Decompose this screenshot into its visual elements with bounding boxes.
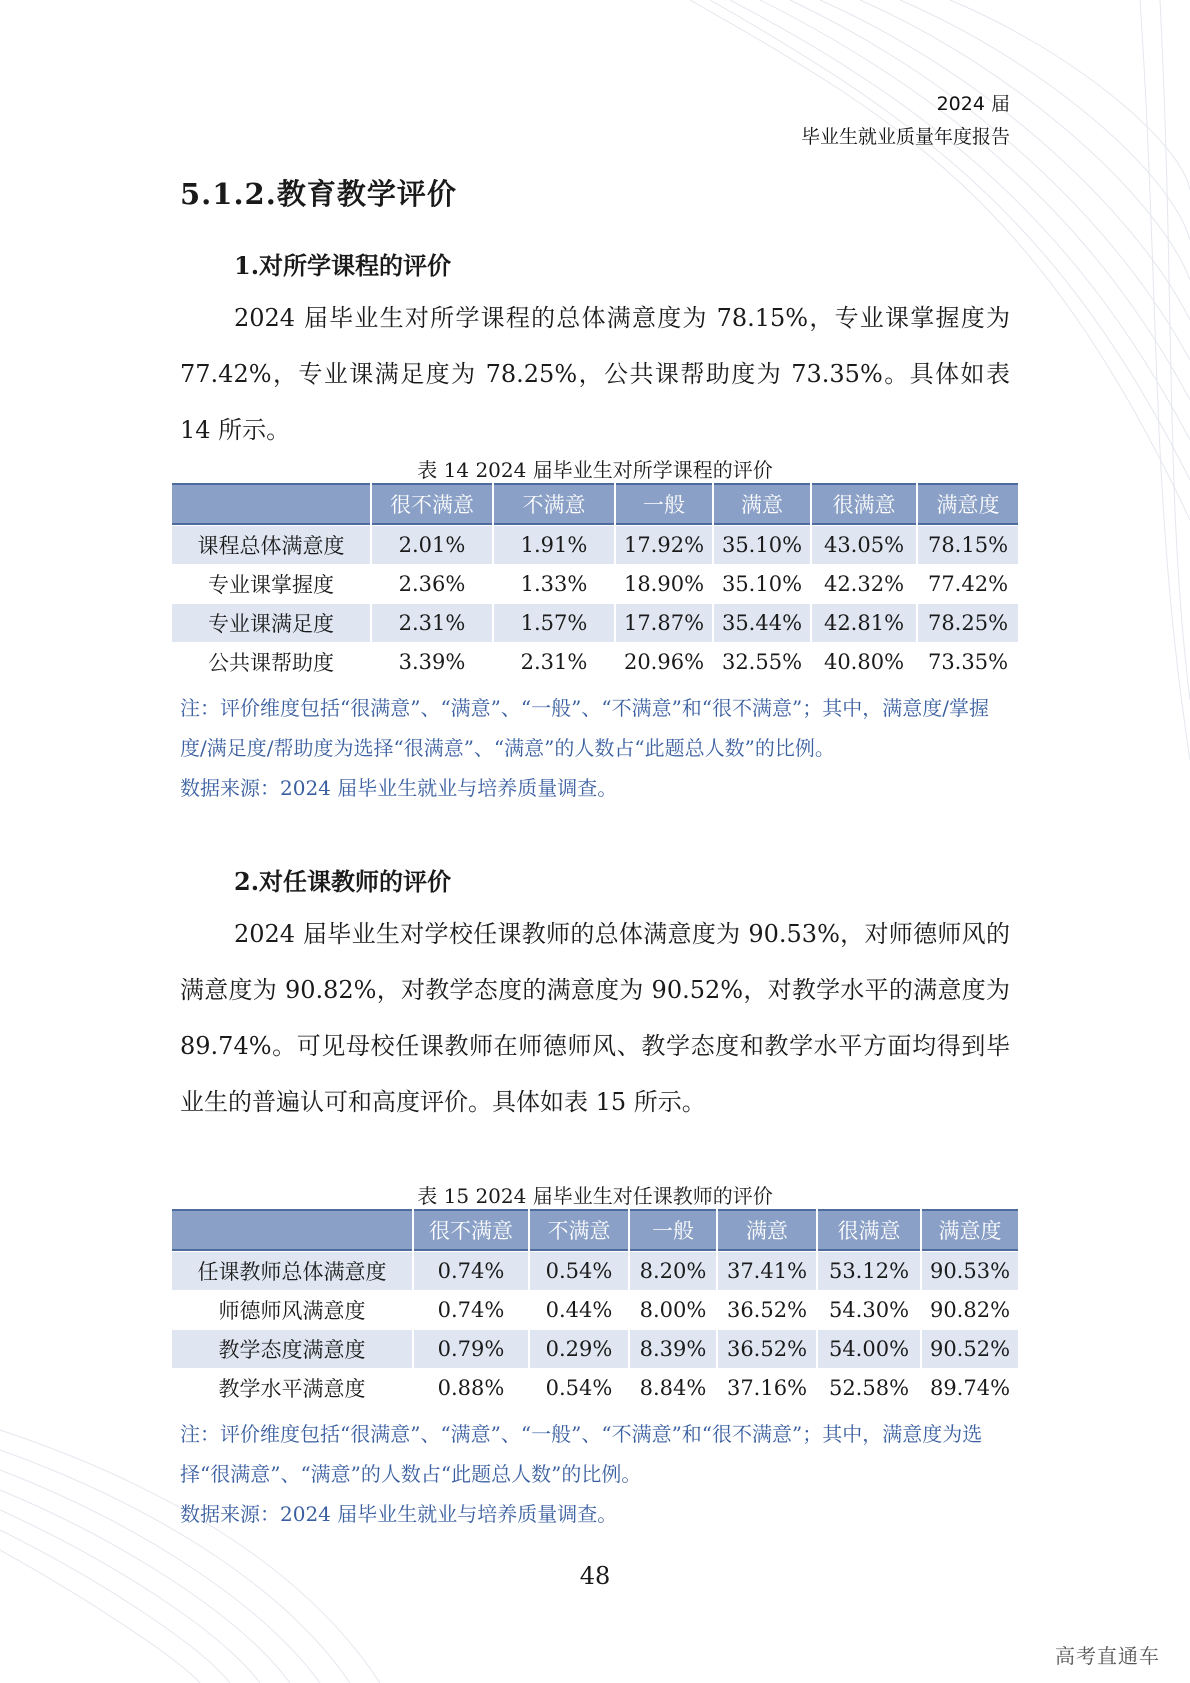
table-header-cell: 一般: [616, 483, 712, 525]
table-cell: 17.92%: [616, 525, 712, 564]
table-cell: 0.74%: [414, 1251, 528, 1290]
table-cell: 8.84%: [630, 1368, 716, 1407]
table-header-cell: 很不满意: [372, 483, 492, 525]
note-text: 注：评价维度包括“很满意”、“满意”、“一般”、“不满意”和“很不满意”；其中，满意度为选择“很满意”、“满意”的人数占“此题总人数”的比例。: [180, 1422, 983, 1486]
table-header-cell: 不满意: [494, 483, 614, 525]
table-row: [172, 1251, 1018, 1290]
table-14-caption: 表 14 2024 届毕业生对所学课程的评价: [417, 458, 773, 482]
table-cell: 52.58%: [818, 1368, 920, 1407]
row-label: 师德师风满意度: [172, 1290, 412, 1329]
table-header-cell: 满意: [718, 1209, 816, 1251]
table-15-caption: 表 15 2024 届毕业生对任课教师的评价: [417, 1184, 773, 1208]
table-header-cell: 很满意: [818, 1209, 920, 1251]
table-header-cell: 满意度: [922, 1209, 1018, 1251]
table-row: [172, 1290, 1018, 1329]
data-source: 数据来源：2024 届毕业生就业与培养质量调查。: [180, 776, 618, 800]
table-cell: 40.80%: [812, 642, 916, 681]
table-cell: 20.96%: [616, 642, 712, 681]
table-15-note: [180, 1414, 1010, 1534]
table-header-cell: [172, 483, 370, 525]
table-cell: 0.79%: [414, 1329, 528, 1368]
row-label: 任课教师总体满意度: [172, 1251, 412, 1290]
watermark-text: 高考直通车: [1055, 1644, 1160, 1668]
table-cell: 0.29%: [530, 1329, 628, 1368]
row-label: 专业课满足度: [172, 603, 370, 642]
table-cell: 73.35%: [918, 642, 1018, 681]
table-cell: 36.52%: [718, 1329, 816, 1368]
table-row: [172, 1329, 1018, 1368]
table-cell: 17.87%: [616, 603, 712, 642]
table-row: [172, 564, 1018, 603]
table-cell: 2.31%: [494, 642, 614, 681]
table-cell: 37.41%: [718, 1251, 816, 1290]
table-cell: 0.44%: [530, 1290, 628, 1329]
row-label: 教学水平满意度: [172, 1368, 412, 1407]
table-cell: 36.52%: [718, 1290, 816, 1329]
table-cell: 43.05%: [812, 525, 916, 564]
table-cell: 54.00%: [818, 1329, 920, 1368]
table-header-cell: 不满意: [530, 1209, 628, 1251]
table-cell: 90.82%: [922, 1290, 1018, 1329]
table-cell: 77.42%: [918, 564, 1018, 603]
table-cell: 0.54%: [530, 1368, 628, 1407]
page-number: 48: [579, 1562, 611, 1590]
table-cell: 1.57%: [494, 603, 614, 642]
table-row: [172, 642, 1018, 681]
table-cell: 90.52%: [922, 1329, 1018, 1368]
table-cell: 42.81%: [812, 603, 916, 642]
table-header-row: [172, 483, 1018, 525]
paragraph-courses: 2024 届毕业生对所学课程的总体满意度为 78.15%，专业课掌握度为 77.42%，专业课满足度为 78.25%，公共课帮助度为 73.35%。具体如表 14 所示。: [180, 304, 1010, 444]
table-cell: 78.15%: [918, 525, 1018, 564]
table-header-cell: 满意度: [918, 483, 1018, 525]
table-15-teacher-evaluation: [170, 1209, 1020, 1407]
table-cell: 2.36%: [372, 564, 492, 603]
table-cell: 18.90%: [616, 564, 712, 603]
table-cell: 0.54%: [530, 1251, 628, 1290]
table-cell: 37.16%: [718, 1368, 816, 1407]
table-row: [172, 525, 1018, 564]
table-cell: 78.25%: [918, 603, 1018, 642]
table-header-cell: [172, 1209, 412, 1251]
table-header-cell: 很满意: [812, 483, 916, 525]
table-cell: 2.01%: [372, 525, 492, 564]
table-14-course-evaluation: [170, 483, 1020, 681]
row-label: 公共课帮助度: [172, 642, 370, 681]
table-row: [172, 1368, 1018, 1407]
table-header-cell: 一般: [630, 1209, 716, 1251]
table-14-note: [180, 688, 1010, 808]
section-title: 5.1.2.教育教学评价: [180, 177, 457, 211]
table-row: [172, 603, 1018, 642]
table-cell: 32.55%: [714, 642, 810, 681]
row-label: 专业课掌握度: [172, 564, 370, 603]
row-label: 课程总体满意度: [172, 525, 370, 564]
table-cell: 54.30%: [818, 1290, 920, 1329]
data-source: 数据来源：2024 届毕业生就业与培养质量调查。: [180, 1502, 618, 1526]
table-cell: 8.20%: [630, 1251, 716, 1290]
table-cell: 42.32%: [812, 564, 916, 603]
table-header-cell: 满意: [714, 483, 810, 525]
table-cell: 90.53%: [922, 1251, 1018, 1290]
subsection-title-teachers: 2.对任课教师的评价: [234, 867, 452, 896]
table-cell: 35.10%: [714, 525, 810, 564]
table-cell: 35.44%: [714, 603, 810, 642]
table-cell: 89.74%: [922, 1368, 1018, 1407]
row-label: 教学态度满意度: [172, 1329, 412, 1368]
table-cell: 0.88%: [414, 1368, 528, 1407]
table-cell: 8.00%: [630, 1290, 716, 1329]
subsection-title-courses: 1.对所学课程的评价: [234, 251, 452, 280]
table-cell: 1.91%: [494, 525, 614, 564]
page-header: [801, 88, 1010, 154]
table-cell: 0.74%: [414, 1290, 528, 1329]
header-report-title: 毕业生就业质量年度报告: [800, 126, 1010, 148]
table-cell: 2.31%: [372, 603, 492, 642]
table-cell: 8.39%: [630, 1329, 716, 1368]
table-header-cell: 很不满意: [414, 1209, 528, 1251]
header-year: 2024 届: [936, 93, 1010, 115]
table-cell: 1.33%: [494, 564, 614, 603]
table-cell: 35.10%: [714, 564, 810, 603]
paragraph-teachers: 2024 届毕业生对学校任课教师的总体满意度为 90.53%，对师德师风的满意度为 90.82%，对教学态度的满意度为 90.52%，对教学水平的满意度为 89.74%。可见母校任课教师在师德师风、教学态度和教学水平方面均得到毕业生的普遍认可和高度评价。具体如表 15 所示。: [180, 920, 1010, 1116]
table-cell: 3.39%: [372, 642, 492, 681]
table-header-row: [172, 1209, 1018, 1251]
note-text: 注：评价维度包括“很满意”、“满意”、“一般”、“不满意”和“很不满意”；其中，满意度/掌握度/满足度/帮助度为选择“很满意”、“满意”的人数占“此题总人数”的比例。: [180, 696, 989, 760]
table-cell: 53.12%: [818, 1251, 920, 1290]
